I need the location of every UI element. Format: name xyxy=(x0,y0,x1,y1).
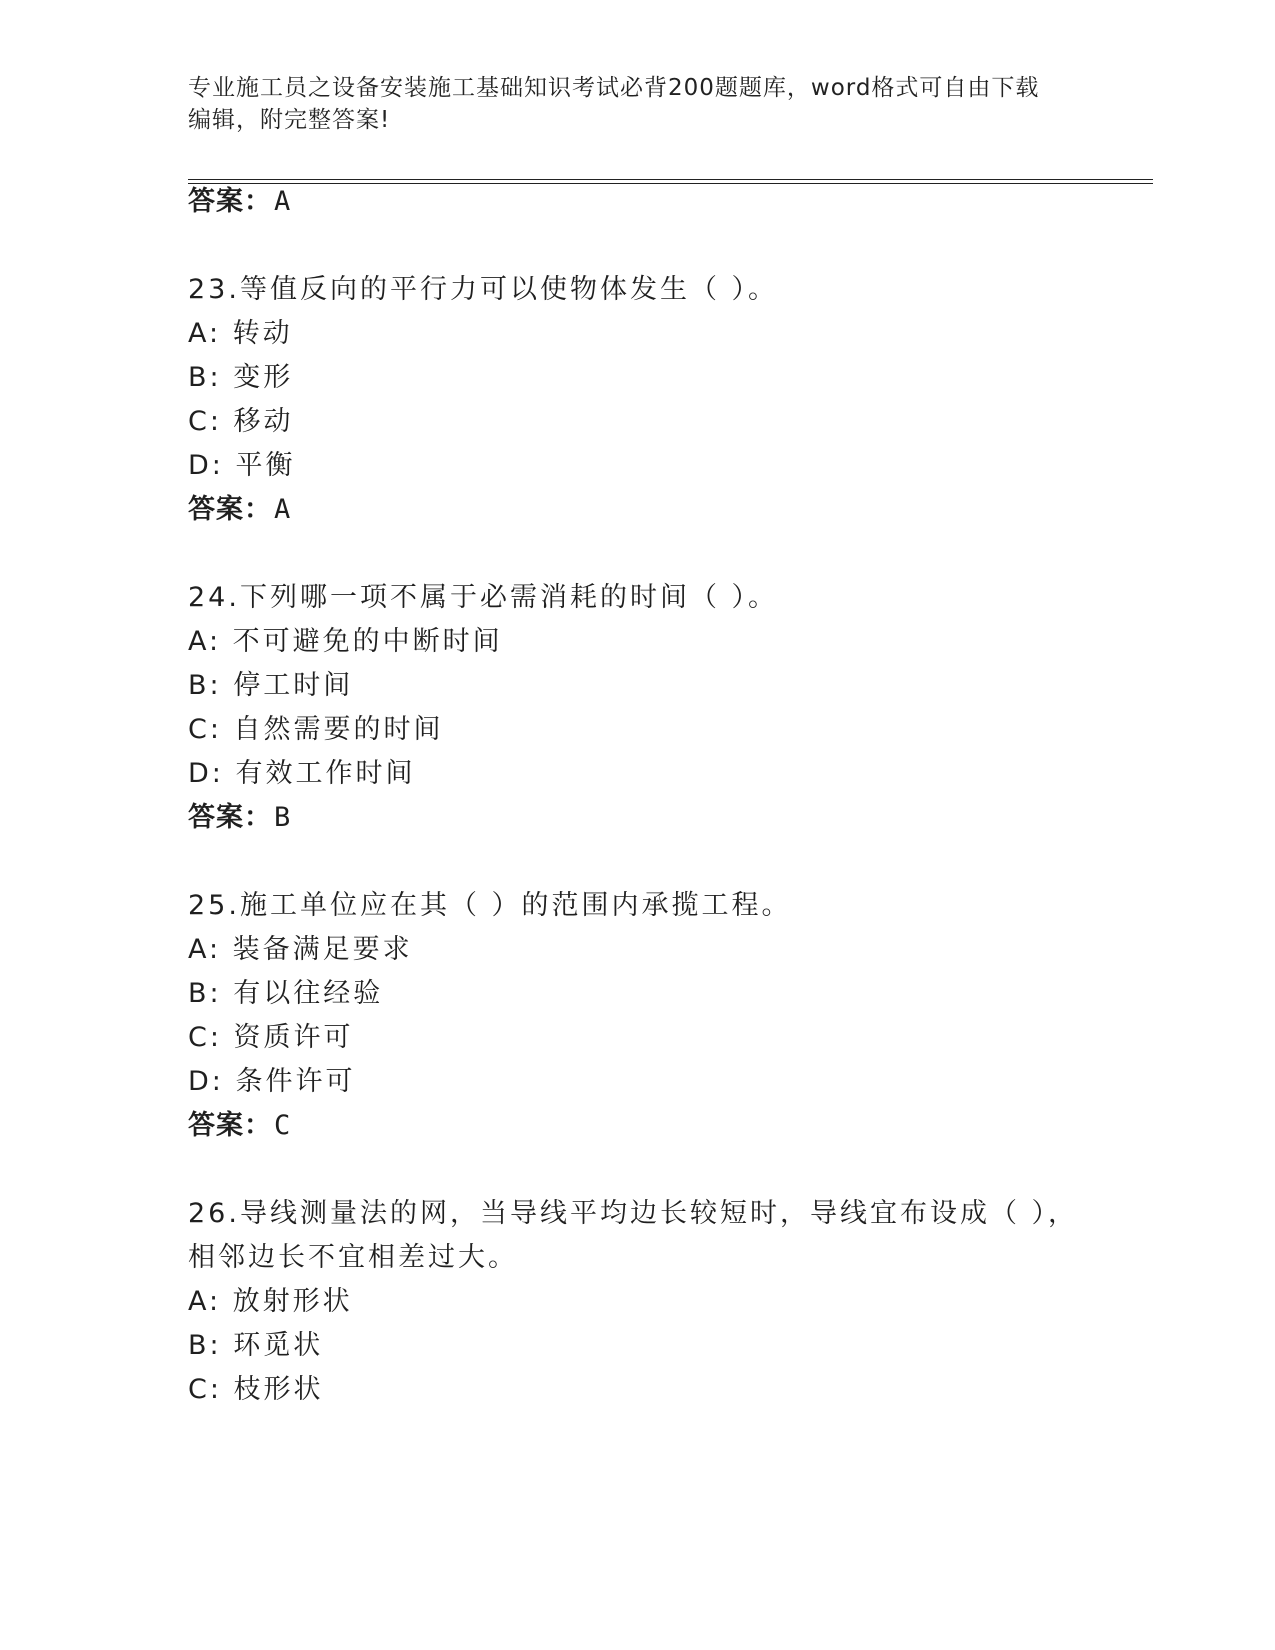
option-b: B: 变形 xyxy=(188,362,294,393)
answer-line: 答案：B xyxy=(188,802,292,833)
option-a: A: 转动 xyxy=(188,318,293,349)
answer-value: A xyxy=(274,494,292,525)
question-stem-line-1: 26.导线测量法的网，当导线平均边长较短时，导线宜布设成（ ）， xyxy=(188,1198,1079,1229)
header-divider xyxy=(188,179,1153,184)
option-b: B: 有以往经验 xyxy=(188,978,384,1009)
answer-line: 答案：A xyxy=(188,186,292,217)
option-a: A: 装备满足要求 xyxy=(188,934,413,965)
answer-value: A xyxy=(274,186,292,217)
document-header xyxy=(188,72,1088,136)
option-c: C: 移动 xyxy=(188,406,294,437)
option-a: A: 不可避免的中断时间 xyxy=(188,626,503,657)
header-line-1: 专业施工员之设备安装施工基础知识考试必背200题题库，word格式可自由下载 xyxy=(188,75,1040,101)
option-c: C: 枝形状 xyxy=(188,1374,324,1405)
option-d: D: 条件许可 xyxy=(188,1066,356,1097)
option-c: C: 资质许可 xyxy=(188,1022,354,1053)
answer-line: 答案：A xyxy=(188,494,292,525)
question-stem: 24.下列哪一项不属于必需消耗的时间（ ）。 xyxy=(188,582,779,613)
option-b: B: 停工时间 xyxy=(188,670,354,701)
answer-line: 答案：C xyxy=(188,1110,292,1141)
option-d: D: 有效工作时间 xyxy=(188,758,416,789)
option-a: A: 放射形状 xyxy=(188,1286,353,1317)
option-b: B: 环觅状 xyxy=(188,1330,324,1361)
answer-value: C xyxy=(274,1110,292,1141)
question-stem-line-2: 相邻边长不宜相差过大。 xyxy=(188,1242,518,1273)
question-stem: 25.施工单位应在其（ ）的范围内承揽工程。 xyxy=(188,890,792,921)
option-d: D: 平衡 xyxy=(188,450,296,481)
header-line-2: 编辑，附完整答案! xyxy=(188,107,391,133)
answer-value: B xyxy=(274,802,292,833)
option-c: C: 自然需要的时间 xyxy=(188,714,444,745)
question-stem: 23.等值反向的平行力可以使物体发生（ ）。 xyxy=(188,274,779,305)
